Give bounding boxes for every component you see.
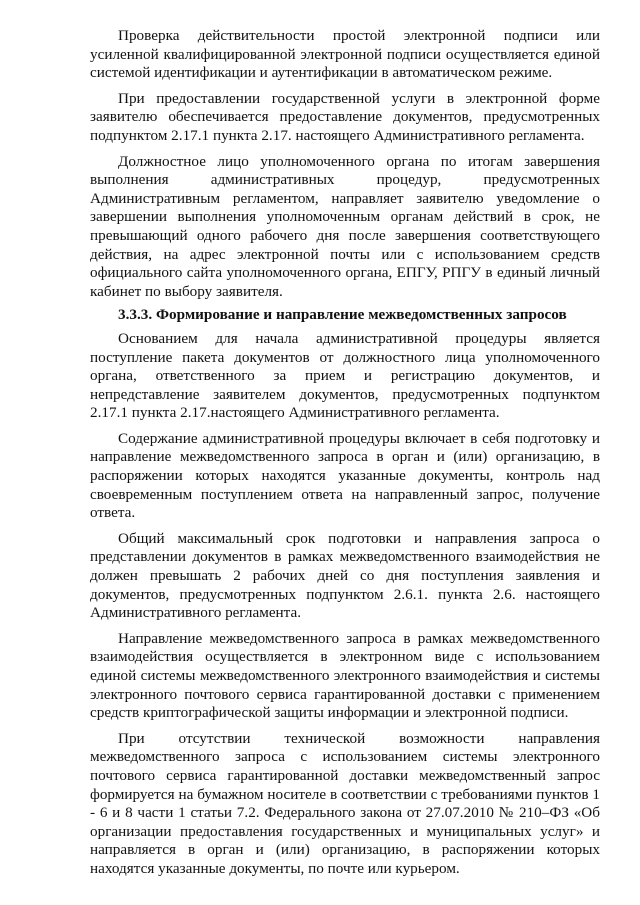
paragraph-procedure-content: Содержание административной процедуры включает в себя подготовку и направление межведомственного запроса в орган и (или) организацию, в распоряжении которых находятся указанные документы, контроль над своевременным поступлением ответа на направленный запрос, получение ответа. (90, 429, 600, 522)
paragraph-procedure-basis: Основанием для начала административной процедуры является поступление пакета документов от должностного лица уполномоченного органа, ответственного за прием и регистрацию документов, и непредставление заявителем документов, предусмотренных подпунктом 2.17.1 пункта 2.17.настоящего Административного регламента. (90, 329, 600, 422)
paragraph-official-notification: Должностное лицо уполномоченного органа по итогам завершения выполнения административных процедур, предусмотренных Административным регламентом, направляет заявителю уведомление о завершении выполнения уполномоченным органам действий в срок, не превышающий одного рабочего дня после завершения соответствующего действия, на адрес электронной почты или с использованием средств официального сайта уполномоченного органа, ЕПГУ, РПГУ в единый личный кабинет по выбору заявителя. (90, 152, 600, 300)
section-heading: 3.3.3. Формирование и направление межведомственных запросов (118, 306, 567, 324)
paragraph-electronic-request: Направление межведомственного запроса в рамках межведомственного взаимодействия осуществляется в электронном виде с использованием единой системы межведомственного электронного взаимодействия и системы электронного почтового сервиса гарантированной доставки с применением средств криптографической защиты информации и электронной подписи. (90, 629, 600, 722)
paragraph-electronic-provision: При предоставлении государственной услуги в электронной форме заявителю обеспечивается предоставление документов, предусмотренных подпунктом 2.17.1 пункта 2.17. настоящего Административного регламента. (90, 89, 600, 144)
paragraph-signature-verification: Проверка действительности простой электронной подписи или усиленной квалифицированной электронной подписи осуществляется единой системой идентификации и аутентификации в автоматическом режиме. (90, 27, 600, 82)
paragraph-max-term: Общий максимальный срок подготовки и направления запроса о представлении документов в рамках межведомственного взаимодействия не должен превышать 2 рабочих дней со дня поступления заявления и документов, предусмотренных подпунктом 2.6.1. пункта 2.6. настоящего Административного регламента. (90, 529, 600, 622)
paragraph-paper-request: При отсутствии технической возможности направления межведомственного запроса с использованием системы электронного почтового сервиса гарантированной доставки межведомственный запрос формируется на бумажном носителе в соответствии с требованиями пунктов 1 - 6 и 8 части 1 статьи 7.2. Федерального закона от 27.07.2010 № 210–ФЗ «Об организации предоставления государственных и муниципальных услуг» и направляется в орган и (или) организацию, в распоряжении которых находятся указанные документы, по почте или курьером. (90, 729, 600, 877)
